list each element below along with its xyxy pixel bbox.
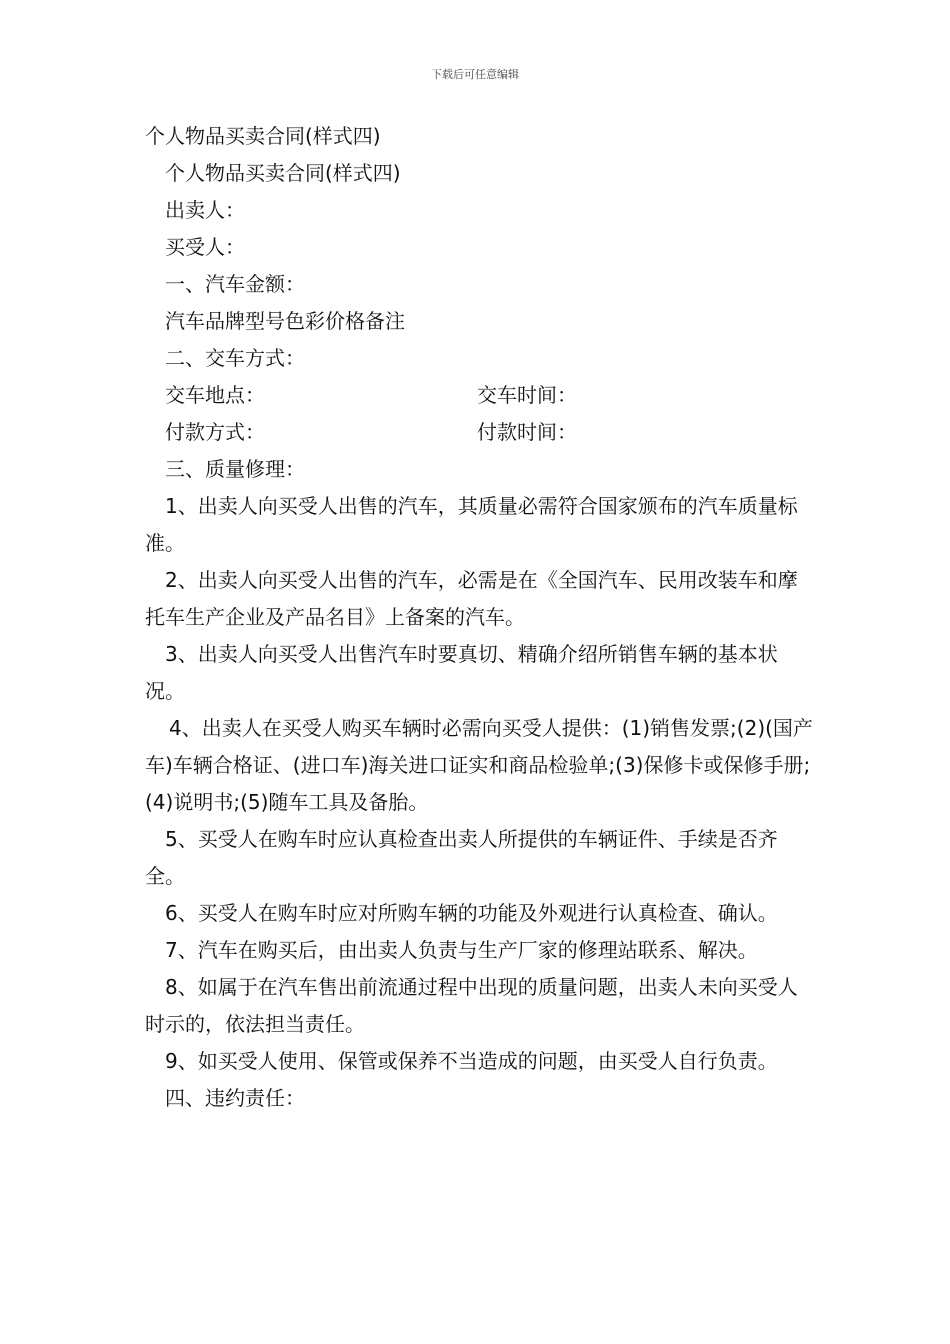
payment-method-field: 付款方式： xyxy=(165,420,265,444)
delivery-time-field: 交车时间： xyxy=(477,383,577,407)
delivery-row xyxy=(145,377,813,414)
section-heading-delivery: 二、交车方式： xyxy=(165,346,305,370)
clause-1: 1、出卖人向买受人出售的汽车，其质量必需符合国家颁布的汽车质量标准。 xyxy=(145,494,798,555)
clause-9: 9、如买受人使用、保管或保养不当造成的问题，由买受人自行负责。 xyxy=(165,1049,778,1073)
clause-7: 7、汽车在购买后，由出卖人负责与生产厂家的修理站联系、解决。 xyxy=(165,938,758,962)
seller-field: 出卖人： xyxy=(165,198,245,222)
clause-8: 8、如属于在汽车售出前流通过程中出现的质量问题，出卖人未向买受人时示的，依法担当责任。 xyxy=(145,975,798,1036)
clause-3: 3、出卖人向买受人出售汽车时要真切、精确介绍所销售车辆的基本状况。 xyxy=(145,642,778,703)
document-subtitle: 个人物品买卖合同(样式四) xyxy=(165,161,401,185)
section-heading-amount: 一、汽车金额： xyxy=(165,272,305,296)
section-heading-liability: 四、违约责任： xyxy=(165,1086,305,1110)
vehicle-table-header: 汽车品牌型号色彩价格备注 xyxy=(165,309,405,333)
clause-5: 5、买受人在购车时应认真检查出卖人所提供的车辆证件、手续是否齐全。 xyxy=(145,827,778,888)
document-body xyxy=(145,118,813,1117)
payment-time-field: 付款时间： xyxy=(477,420,577,444)
buyer-field: 买受人： xyxy=(165,235,245,259)
header-note: 下载后可任意编辑 xyxy=(431,68,519,81)
payment-row xyxy=(145,414,813,451)
document-title: 个人物品买卖合同(样式四) xyxy=(145,124,381,148)
delivery-place-field: 交车地点： xyxy=(165,383,265,407)
clause-2: 2、出卖人向买受人出售的汽车，必需是在《全国汽车、民用改装车和摩托车生产企业及产品名目》上备案的汽车。 xyxy=(145,568,798,629)
section-heading-quality: 三、质量修理： xyxy=(165,457,305,481)
clause-6: 6、买受人在购车时应对所购车辆的功能及外观进行认真检查、确认。 xyxy=(165,901,778,925)
clause-4: 4、出卖人在买受人购买车辆时必需向买受人提供：(1)销售发票;(2)(国产车)车辆合格证、(进口车)海关进口证实和商品检验单;(3)保修卡或保修手册;(4)说明书;(5)随车工具及备胎。 xyxy=(145,716,813,814)
